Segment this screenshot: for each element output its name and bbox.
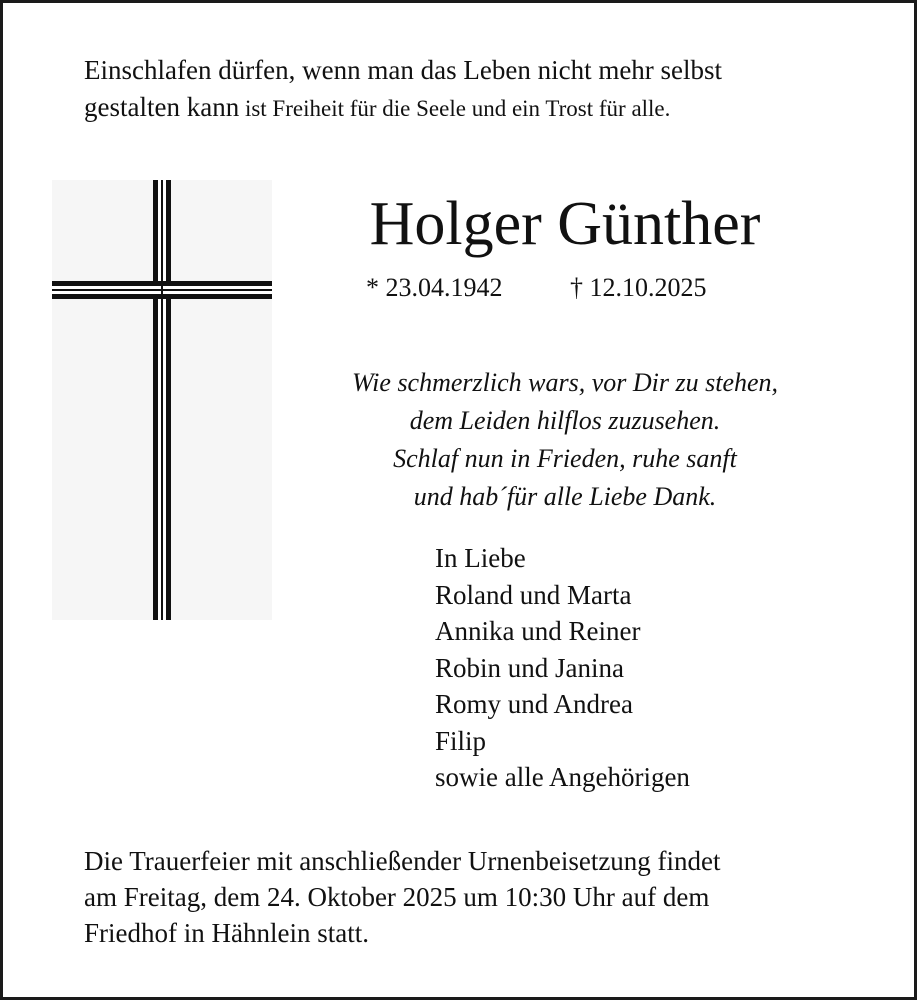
intro-line-2-small: ist Freiheit für die Seele und ein Trost für alle.: [239, 96, 671, 121]
birth-date: * 23.04.1942: [366, 273, 503, 302]
funeral-notice: [84, 843, 864, 951]
poem-line: dem Leiden hilflos zuzusehen.: [409, 406, 721, 435]
mourners-item: sowie alle Angehörigen: [435, 762, 690, 792]
intro-line-2: [84, 89, 844, 127]
mourners-list: [435, 540, 690, 796]
mourners-item: Robin und Janina: [435, 652, 624, 683]
intro-line-2-main: gestalten kann: [84, 92, 240, 122]
cross-icon: [52, 180, 272, 620]
funeral-notice-line: Die Trauerfeier mit anschließender Urnenbeisetzung findet: [84, 846, 721, 876]
mourners-item: In Liebe: [435, 543, 526, 573]
mourners-item: Filip: [435, 725, 487, 756]
poem: [330, 364, 800, 516]
funeral-notice-line: Friedhof in Hähnlein statt.: [84, 918, 369, 948]
intro-quote: [84, 52, 844, 127]
intro-line-1: Einschlafen dürfen, wenn man das Leben nicht mehr selbst: [84, 55, 723, 85]
mourners-item: Roland und Marta: [435, 579, 632, 610]
funeral-notice-line: am Freitag, dem 24. Oktober 2025 um 10:30 Uhr auf dem: [84, 882, 710, 912]
poem-line: Wie schmerzlich wars, vor Dir zu stehen,: [351, 368, 779, 397]
mourners-item: Romy und Andrea: [435, 689, 633, 719]
mourners-item: Annika und Reiner: [435, 616, 641, 646]
deceased-name: Holger Günther: [369, 190, 761, 258]
poem-line: Schlaf nun in Frieden, ruhe sanft: [393, 444, 737, 473]
poem-line: und hab´für alle Liebe Dank.: [413, 482, 717, 511]
death-date: † 12.10.2025: [570, 273, 707, 302]
